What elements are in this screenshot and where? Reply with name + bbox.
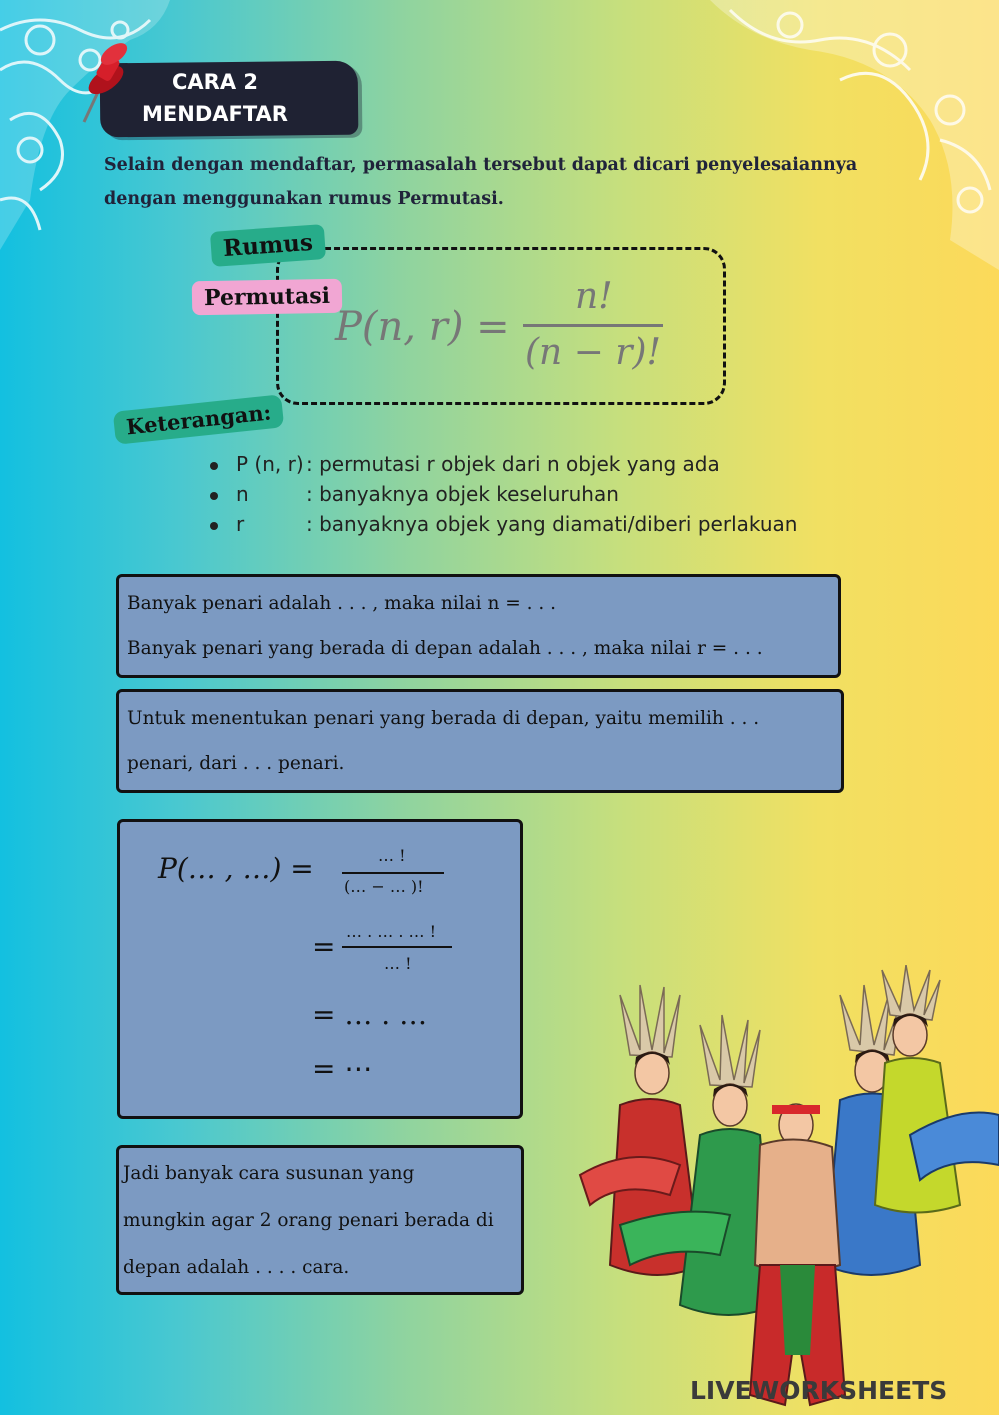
work-frac1-numerator: … ! <box>378 846 406 865</box>
dancers-illustration <box>560 965 999 1415</box>
conclusion-line-3: depan adalah . . . . cara. <box>123 1257 350 1278</box>
work-lhs: P(… , …) = <box>158 852 314 885</box>
bullet-icon <box>210 462 218 470</box>
legend-description: : permutasi r objek dari n objek yang ada <box>306 452 720 476</box>
work-frac2-bar <box>342 946 452 948</box>
keterangan-tag: Keterangan: <box>113 394 285 445</box>
permutasi-tag: Permutasi <box>192 279 343 316</box>
section-title-line1: CARA 2 <box>171 70 258 94</box>
calculation-card <box>117 819 523 1119</box>
push-pin-icon <box>64 40 134 130</box>
formula-numerator: n! <box>575 276 613 317</box>
work-frac2-denominator: … ! <box>384 954 412 973</box>
legend-description: : banyaknya objek yang diamati/diberi perlakuan <box>306 512 798 536</box>
legend-item <box>210 510 910 540</box>
formula-denominator: (n − r)! <box>525 332 662 373</box>
liveworksheets-watermark <box>690 1376 990 1405</box>
legend-symbol: P (n, r) <box>236 452 304 476</box>
bullet-icon <box>210 492 218 500</box>
legend-symbol: n <box>236 482 249 506</box>
permutation-formula <box>335 262 695 392</box>
conclusion-card <box>116 1145 524 1295</box>
intro-text: Selain dengan mendaftar, permasalah tersebut dapat dicari penyelesaiannya dengan menggunakan rumus Permutasi. <box>104 155 858 209</box>
section-title <box>100 66 330 130</box>
penari-count-line: Banyak penari adalah . . . , maka nilai n = . . . <box>127 593 557 614</box>
question-card-selection <box>116 689 844 793</box>
legend-item <box>210 480 910 510</box>
selection-line-2: penari, dari . . . penari. <box>127 753 345 774</box>
selection-line-1: Untuk menentukan penari yang berada di depan, yaitu memilih . . . <box>127 708 760 729</box>
question-card-values <box>116 574 841 678</box>
legend-item <box>210 450 910 480</box>
conclusion-line-2: mungkin agar 2 orang penari berada di <box>123 1210 494 1231</box>
penari-front-line: Banyak penari yang berada di depan adalah . . . , maka nilai r = . . . <box>127 638 763 659</box>
conclusion-line-1: Jadi banyak cara susunan yang <box>123 1163 415 1184</box>
work-frac1-denominator: (… − … )! <box>344 877 424 896</box>
work-frac2-numerator: … . … . … ! <box>346 922 437 941</box>
legend-description: : banyaknya objek keseluruhan <box>306 482 619 506</box>
work-line-4: = ⋯ <box>312 1052 373 1085</box>
rumus-tag: Rumus <box>210 224 326 267</box>
section-title-line2: MENDAFTAR <box>142 102 288 126</box>
lace-decoration-top-right <box>690 0 999 270</box>
formula-fraction-bar <box>523 324 663 327</box>
liveworksheets-logo-text: LIVEWORKSHEETS <box>690 1376 948 1405</box>
formula-lhs: P(n, r) = <box>335 304 510 350</box>
work-frac1-bar <box>342 872 444 874</box>
bullet-icon <box>210 522 218 530</box>
work-line-3: = … . … <box>312 998 428 1031</box>
work-equals-2: = <box>312 930 336 963</box>
legend-symbol: r <box>236 512 245 536</box>
legend-list <box>210 450 910 540</box>
